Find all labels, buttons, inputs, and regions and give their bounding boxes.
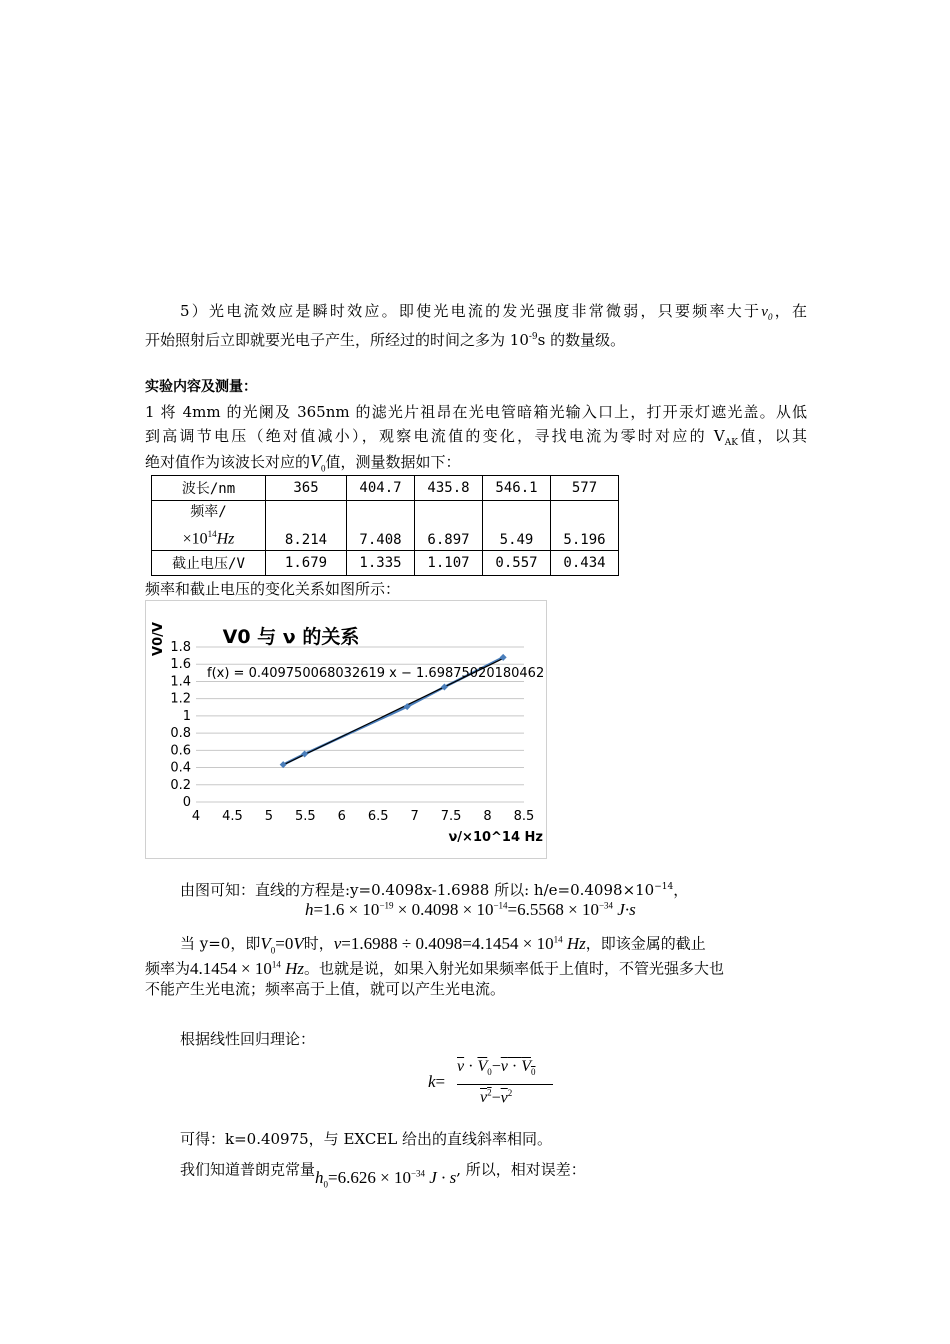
freq-label-top: 频率/ [190,504,227,520]
data-table [151,475,619,576]
chart-ytick-label: 1.6 [170,657,191,673]
chart-svg [146,601,546,858]
table-cell: 577 [551,476,619,501]
table-row [152,501,619,551]
chart-trendline-label: f(x) = 0.409750068032619 x − 1.69875020180462 [207,666,545,681]
para5-line2: 开始照射后立即就要光电子产生，所经过的时间之多为 $10^{-9}s$ 的数量级。 [145,331,626,349]
step1-line3: 绝对值作为该波长对应的$V_0$值，测量数据如下： [145,451,461,474]
chart-ytick-label: 1 [182,708,191,724]
table-cell: 8.214 [266,501,347,551]
table-cell: 1.335 [347,551,415,576]
table-cell: 5.49 [483,501,551,551]
fraction-bar [457,1084,553,1085]
chart-xtick-label: 4.5 [222,809,243,824]
chart-xtick-label: 6 [337,809,346,824]
planck-line: 我们知道普朗克常量$h_0=6.626 \times 10^{-34}$ J · s, 所以，相对误差： [180,1160,586,1190]
table-cell: 546.1 [483,476,551,501]
regression-result: 可得：k=0.40975，与 EXCEL 给出的直线斜率相同。 [180,1130,552,1148]
chart-container [145,600,547,859]
chart-xlabel: ν/×10^14 Hz [448,830,543,845]
chart-ytick-label: 0.4 [170,760,191,776]
table-row [152,476,619,501]
table-cell: 5.196 [551,501,619,551]
table-cell: 365 [266,476,347,501]
chart-xtick-label: 6.5 [367,809,389,824]
table-cell: 6.897 [415,501,483,551]
nu0-symbol: $\nu_0$ [761,304,773,322]
chart-xtick-label: 7 [410,809,419,824]
chart-xtick-label: 8.5 [513,809,535,824]
table-cell: 0.557 [483,551,551,576]
chart-ytick-label: 1.2 [170,691,191,707]
table-row [152,551,619,576]
step1-line2: 到高调节电压（绝对值减小），观察电流值的变化，寻找电流为零时对应的 $V_{AK}$值，以其 [145,427,807,448]
formula-denominator: $\nu^2-\overline{\nu}^2$ [480,1088,513,1107]
table-cell: 404.7 [347,476,415,501]
table-cell: 435.8 [415,476,483,501]
chart-ytick-label: 0.6 [170,743,191,759]
analysis-line5: 不能产生光电流；频率高于上值，就可以产生光电流。 [145,980,506,998]
chart-title: V0 与 ν 的关系 [222,626,360,648]
equation-h: $h=1.6 \times 10^{-19} \times 0.4098 \times 10^{-14}=6.5568 \times 10^{-34}$ J·s [305,900,636,919]
chart-xtick-label: 7.5 [440,809,462,824]
table-cell: 截止电压/V [152,551,266,576]
chart-xtick-label: 8 [483,809,492,824]
chart-ytick-label: 0.2 [170,777,191,793]
table-cell: 1.107 [415,551,483,576]
analysis-line3: 当 y=0，即$V_0=0V$时，$\nu=1.6988 \div 0.4098=4.1454 \times 10^{14}$ Hz，即该金属的截止 [180,933,706,956]
table-cell: 0.434 [551,551,619,576]
v0-symbol: $V_0$ [310,451,326,474]
chart-ytick-label: 1.8 [170,640,191,655]
formula-numerator: $\overline{\nu} \cdot \overline{V}_0-\nu \cdot V_0$ [457,1058,536,1078]
freq-label-bottom: $\times 10^{14}Hz$ [182,529,235,548]
chart-ytick-label: 1.4 [170,674,191,690]
table-cell [152,501,266,551]
regression-intro: 根据线性回归理论： [180,1030,316,1048]
section-title: 实验内容及测量： [145,379,257,395]
chart-xtick-label: 5.5 [294,809,316,824]
step1-line1: 1 将 4mm 的光阑及 365nm 的滤光片祖昂在光电管暗箱光输入口上，打开汞灯遮光盖。从低 [145,403,807,421]
chart-xtick-label: 5 [264,809,274,824]
regression-formula: k= $\overline{\nu} \cdot \overline{V}_0-\nu \cdot V_0$ $\nu^2-\overline{\nu}^2$ [428,1058,568,1112]
chart-ytick-label: 0.8 [170,726,191,742]
analysis-line4: 频率为$4.1454 \times 10^{14}$ Hz。也就是说，如果入射光如果频率低于上值时，不管光强多大也 [145,958,725,978]
table-cell: 7.408 [347,501,415,551]
chart-ylabel: V0/V [151,622,166,656]
table-cell: 1.679 [266,551,347,576]
chart-caption: 频率和截止电压的变化关系如图所示： [145,580,401,598]
table-cell: 波长/nm [152,476,266,501]
analysis-line1: 由图可知：直线的方程是:y=0.4098x-1.6988 所以: $h/e=0.4098\times 10^{-14}$， [180,881,689,899]
chart-xtick-label: 4 [191,809,201,824]
para5-line1: 5）光电流效应是瞬时效应。即使光电流的发光强度非常微弱，只要频率大于$\nu_0$，在 [180,302,807,322]
chart-ytick-label: 0 [182,795,191,810]
